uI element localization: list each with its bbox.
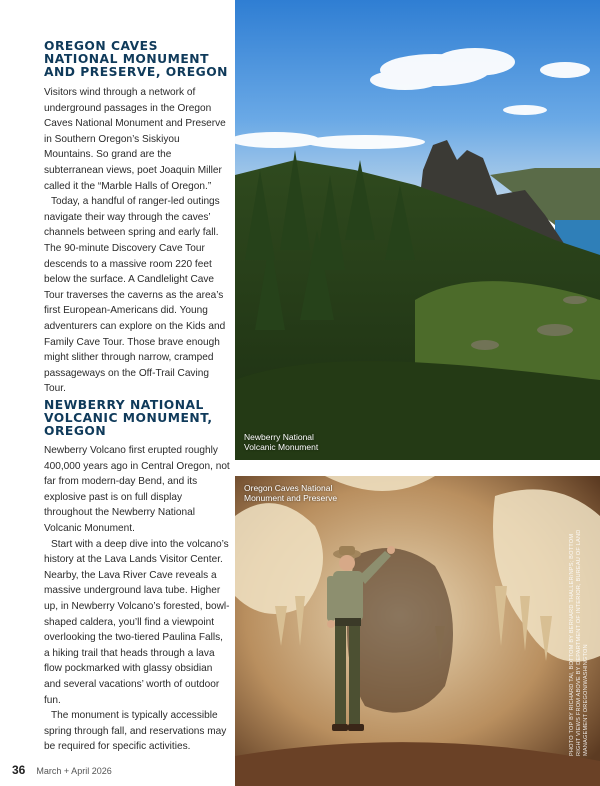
cave-illustration — [235, 476, 600, 786]
landscape-illustration — [235, 0, 600, 460]
issue-date: March + April 2026 — [36, 766, 112, 776]
photo-newberry — [235, 0, 600, 460]
paragraph: Newberry Volcano first erupted roughly 400,000 years ago in Central Oregon, not far from modern-day Bend, and its explosive past is on full display throughout the Newberry National Volcanic Monument. — [44, 445, 230, 534]
photo-oregon-caves — [235, 476, 600, 786]
paragraph: Start with a deep dive into the volcano’s history at the Lava Lands Visitor Center. Nearby, the Lava River Cave reveals a massive underground lava tube. Higher up, in Newberry Volcano’s forested, bowl-shaped caldera, you’ll find a viewpoint overlooking the two-tiered Paulina Falls, a hiking trail that heads through a lava flow pockmarked with glassy obsidian and several vacations’ worth of outdoor fun. — [44, 538, 230, 706]
section-body — [44, 85, 230, 397]
page-footer — [12, 763, 112, 777]
paragraph: The monument is typically accessible spring through fall, and reservations may be required for specific activities. — [44, 710, 227, 753]
section-heading: OREGON CAVES NATIONAL MONUMENT AND PRESERVE, OREGON — [44, 39, 228, 79]
photo-credit: PHOTO TOP BY RICHARD TAI, BOTTOM BY BERNARD THALLER/NPS; BOTTOM RIGHT VIEWS FROM ABOVE BY DEPARTMENT OF INTERIOR, BUREAU OF LAND MANAGEMENT OREGON/WASHINGTON — [569, 529, 589, 756]
photo-caption: Newberry National Volcanic Monument — [244, 432, 319, 452]
page-number: 36 — [12, 763, 26, 777]
paragraph: Visitors wind through a network of underground passages in the Oregon Caves National Monument and Preserve in Southern Oregon’s Siskiyou Mountains. So grand are the subterranean views, poet Joaquin Miller called it the “Marble Halls of Oregon.” — [44, 87, 226, 192]
section-oregon-caves — [44, 40, 230, 397]
photo-caption: Oregon Caves National Monument and Preserve — [244, 483, 338, 503]
paragraph: Today, a handful of ranger-led outings navigate their way through the caves’ channels between spring and early fall. The 90-minute Discovery Cave Tour descends to a massive room 220 feet below the surface. A Candlelight Cave Tour traverses the caverns as the area’s first European-Americans did. Young adventurers can explore on the Kids and Family Cave Tour. Those brave enough might slither through narrow, cramped passageways on the Off-Trail Caving Tour. — [44, 196, 226, 395]
section-heading: NEWBERRY NATIONAL VOLCANIC MONUMENT, OREGON — [44, 398, 213, 438]
section-newberry — [44, 399, 230, 755]
section-body — [44, 443, 230, 755]
